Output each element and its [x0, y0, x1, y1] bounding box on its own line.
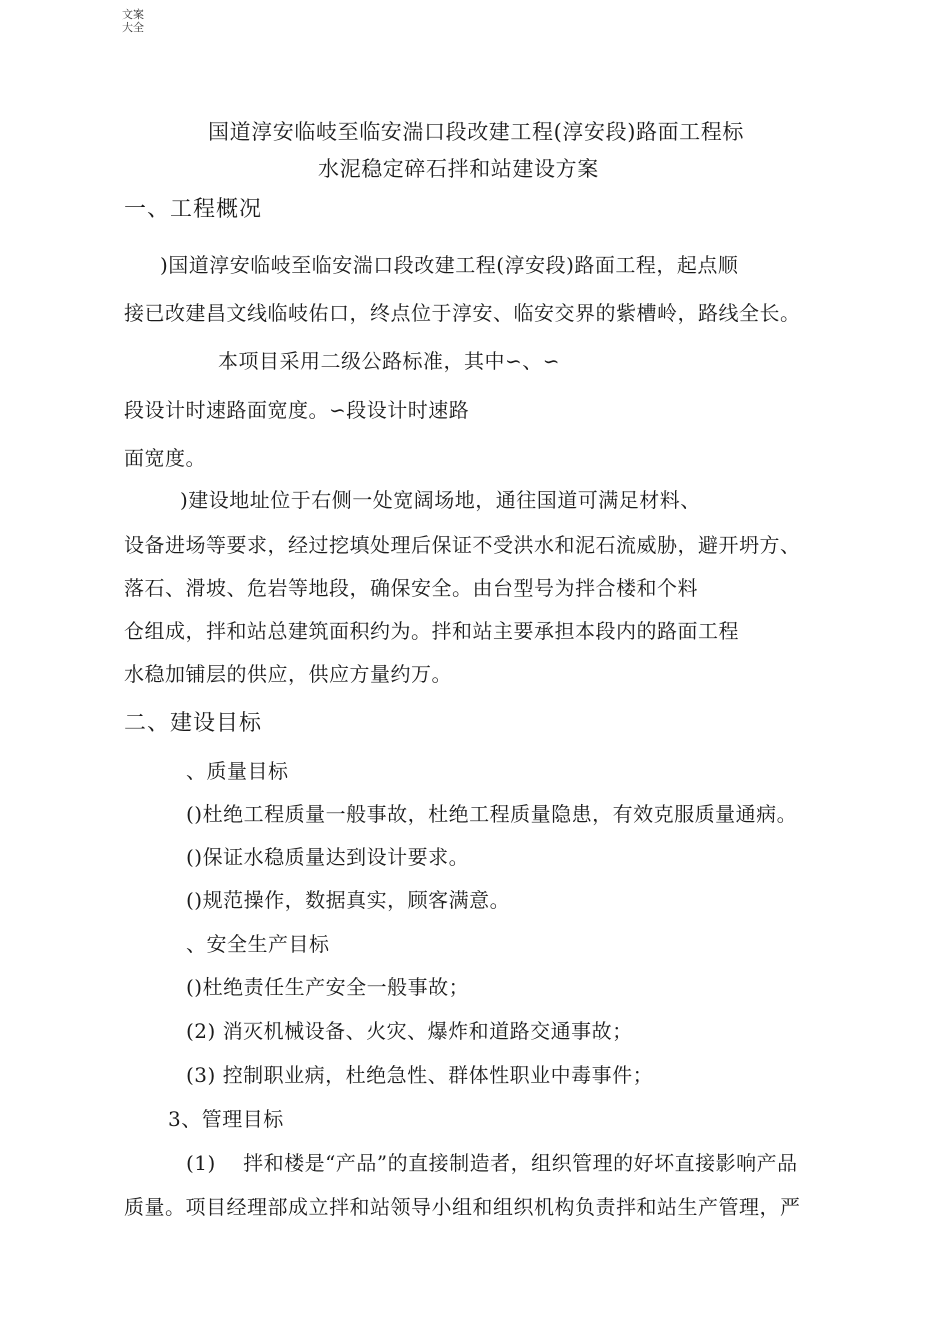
management-item-1-line-1: (1) 拌和楼是“产品”的直接制造者，组织管理的好坏直接影响产品 [186, 1151, 798, 1175]
doc-title-line-2: 水泥稳定碎石拌和站建设方案 [318, 157, 599, 181]
paragraph-1-line-1: )国道淳安临岐至临安湍口段改建工程(淳安段)路面工程，起点顺 [160, 253, 739, 277]
paragraph-2-line-3: 落石、滑坡、危岩等地段，确保安全。由台型号为拌合楼和个料 [124, 576, 698, 600]
paragraph-1-line-5: 面宽度。 [124, 446, 206, 470]
safety-item-2: (2) 消灭机械设备、火灾、爆炸和道路交通事故； [186, 1019, 633, 1043]
safety-item-3: (3) 控制职业病，杜绝急性、群体性职业中毒事件； [186, 1063, 654, 1087]
subheading-management: 3、管理目标 [168, 1107, 284, 1131]
quality-item-2: ()保证水稳质量达到设计要求。 [186, 845, 470, 869]
quality-item-3: ()规范操作，数据真实，顾客满意。 [186, 888, 511, 912]
safety-item-1: ()杜绝责任生产安全一般事故； [186, 975, 470, 999]
paragraph-1-line-3: 本项目采用二级公路标准，其中∽、∽ [218, 349, 561, 373]
paragraph-2-line-2: 设备进场等要求，经过挖填处理后保证不受洪水和泥石流威胁，避开坍方、 [124, 533, 801, 557]
page-header-label: 文案大全 [122, 8, 144, 34]
paragraph-2-line-4: 仓组成，拌和站总建筑面积约为。拌和站主要承担本段内的路面工程 [124, 619, 739, 643]
subheading-safety: 、安全生产目标 [186, 932, 330, 956]
paragraph-2-line-1: )建设地址位于右侧一处宽阔场地，通往国道可满足材料、 [180, 488, 701, 512]
paragraph-2-line-5: 水稳加铺层的供应，供应方量约万。 [124, 662, 452, 686]
paragraph-1-line-2: 接已改建昌文线临岐佑口，终点位于淳安、临安交界的紫槽岭，路线全长。 [124, 301, 801, 325]
subheading-quality: 、质量目标 [186, 759, 289, 783]
doc-title-line-1: 国道淳安临岐至临安湍口段改建工程(淳安段)路面工程标 [208, 120, 744, 144]
paragraph-1-line-4: 段设计时速路面宽度。∽段设计时速路 [124, 398, 470, 422]
section-heading-2: 二、建设目标 [124, 711, 263, 736]
management-item-1-line-2: 质量。项目经理部成立拌和站领导小组和组织机构负责拌和站生产管理，严 [124, 1195, 801, 1219]
section-heading-1: 一、工程概况 [124, 197, 263, 222]
quality-item-1: ()杜绝工程质量一般事故，杜绝工程质量隐患，有效克服质量通病。 [186, 802, 798, 826]
